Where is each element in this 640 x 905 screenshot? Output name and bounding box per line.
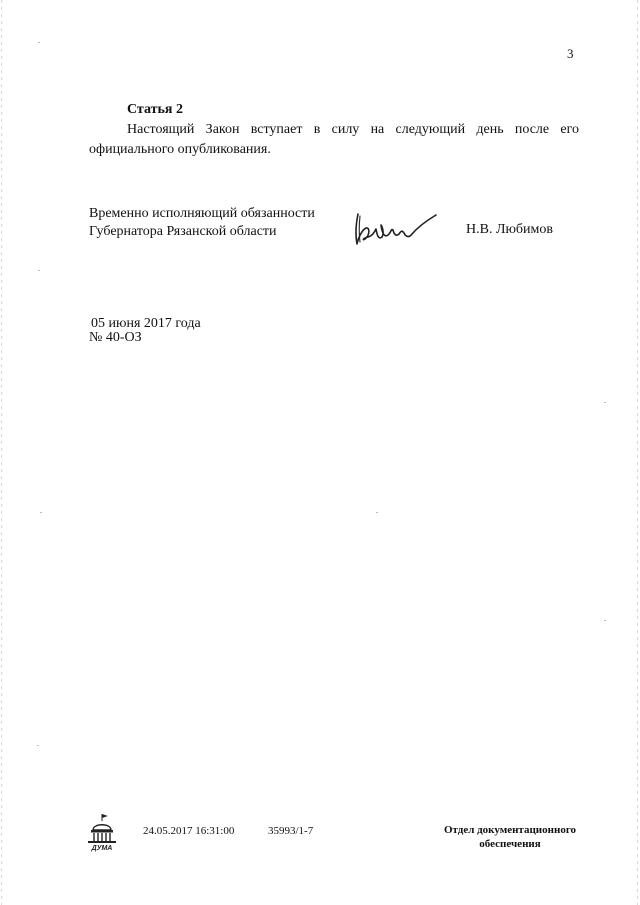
handwritten-signature [350,208,440,250]
scan-speck [604,402,606,403]
footer-timestamp: 24.05.2017 16:31:00 [143,825,235,837]
signatory-title-line-2: Губернатора Рязанской области [89,224,277,239]
footer-department-line-1: Отдел документационного [443,824,577,836]
page-number: 3 [567,46,574,61]
law-date: 05 июня 2017 года [91,316,201,331]
scan-edge-left [1,0,2,905]
signatory-title-line-1: Временно исполняющий обязанности [89,206,315,221]
scan-speck [376,512,378,513]
article-text: Настоящий Закон вступает в силу на следующий день после его официального опубликования. [89,122,579,157]
logo-text: ДУМА [91,845,113,852]
duma-building-logo [82,812,122,852]
scan-speck [40,512,42,513]
scan-speck [604,620,606,621]
scan-speck [38,42,40,43]
article-heading: Статья 2 [127,102,183,117]
scan-edge-right [637,0,638,905]
footer-department-line-2: обеспечения [479,838,541,850]
scan-speck [38,270,40,271]
law-number: № 40-ОЗ [89,330,142,345]
scan-speck [37,745,39,746]
signer-name: Н.В. Любимов [466,222,553,237]
signatory-title [89,205,315,241]
footer-department [420,823,600,851]
footer-document-code: 35993/1-7 [268,825,314,837]
